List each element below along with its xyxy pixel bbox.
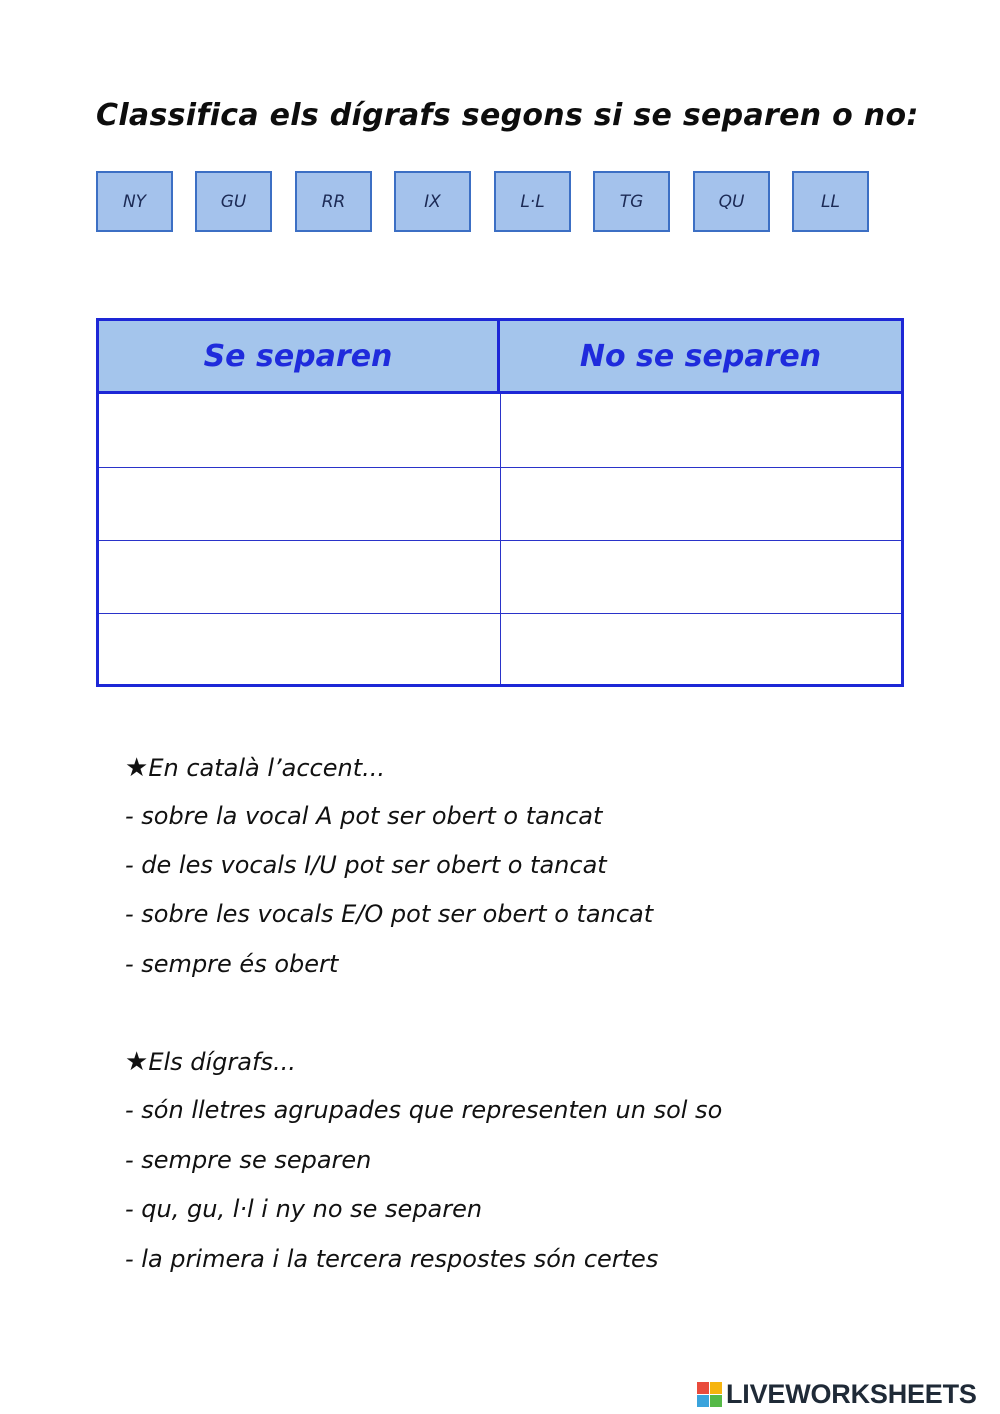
drop-cell-se-separen[interactable] (99, 394, 501, 467)
drop-cell-no-se-separen[interactable] (501, 614, 901, 684)
digraph-tile[interactable]: L·L (494, 171, 571, 232)
drop-cell-no-se-separen[interactable] (501, 394, 901, 467)
question-1-option-4[interactable]: - sempre és obert (125, 950, 339, 978)
question-1-option-3[interactable]: - sobre les vocals E/O pot ser obert o tancat (125, 900, 654, 928)
table-row (99, 540, 901, 613)
worksheet-title: Classifica els dígrafs segons si se separen o no: (96, 98, 919, 133)
star-icon: ★ (125, 1047, 149, 1077)
logo-blocks-icon (697, 1382, 722, 1407)
header-se-separen: Se separen (99, 321, 500, 391)
question-1-prompt (125, 753, 385, 783)
question-2-prompt (125, 1047, 296, 1077)
drop-cell-se-separen[interactable] (99, 468, 501, 540)
table-row (99, 394, 901, 467)
digraph-tile[interactable]: LL (792, 171, 869, 232)
question-2-option-1[interactable]: - són lletres agrupades que representen un sol so (125, 1096, 723, 1124)
classification-table (96, 318, 904, 687)
drop-cell-se-separen[interactable] (99, 541, 501, 613)
digraph-tile[interactable]: QU (693, 171, 770, 232)
question-1-text: En català l’accent... (148, 754, 386, 782)
table-header (99, 321, 901, 394)
digraph-tile[interactable]: TG (593, 171, 670, 232)
question-2-option-2[interactable]: - sempre se separen (125, 1146, 372, 1174)
header-no-se-separen: No se separen (579, 338, 822, 374)
question-1-option-1[interactable]: - sobre la vocal A pot ser obert o tancat (125, 802, 603, 830)
drop-cell-se-separen[interactable] (99, 614, 501, 684)
brand-name: LIVEWORKSHEETS (726, 1378, 977, 1409)
table-row (99, 613, 901, 684)
digraph-tile[interactable]: RR (295, 171, 372, 232)
liveworksheets-logo (697, 1377, 977, 1411)
drop-cell-no-se-separen[interactable] (501, 468, 901, 540)
question-1-option-2[interactable]: - de les vocals I/U pot ser obert o tancat (125, 851, 607, 879)
digraph-tile[interactable]: NY (96, 171, 173, 232)
table-row (99, 467, 901, 540)
question-2-text: Els dígrafs... (148, 1048, 296, 1076)
drop-cell-no-se-separen[interactable] (501, 541, 901, 613)
question-2-option-4[interactable]: - la primera i la tercera respostes són certes (125, 1245, 659, 1273)
star-icon: ★ (125, 753, 149, 783)
digraph-tile[interactable]: IX (394, 171, 471, 232)
digraph-tile[interactable]: GU (195, 171, 272, 232)
question-2-option-3[interactable]: - qu, gu, l·l i ny no se separen (125, 1195, 483, 1223)
